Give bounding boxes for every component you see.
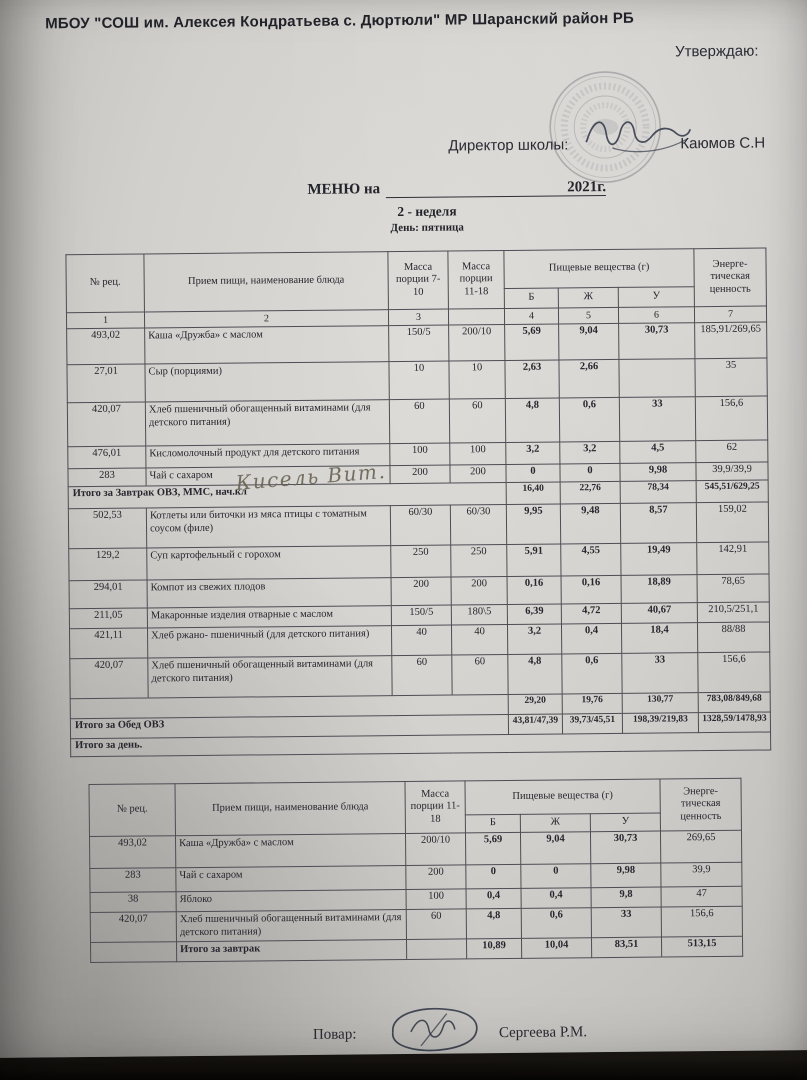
approve-label: Утверждаю: xyxy=(674,42,759,61)
total-label-cell: Итого за Завтрак ОВЗ, ММС, нач.кл xyxy=(68,483,506,509)
value-cell: 39,9 xyxy=(661,862,742,887)
total-value-cell: 19,76 xyxy=(562,693,622,714)
value-cell: 0 xyxy=(521,864,591,889)
col-header-protein: Б xyxy=(465,814,520,833)
total-value-cell: 198,39/219,83 xyxy=(622,713,698,734)
col-header-rec: № рец. xyxy=(66,254,145,313)
value-cell: 283 xyxy=(68,468,146,487)
col-header-meal: Прием пищи, наименование блюда xyxy=(144,252,389,312)
column-number: 4 xyxy=(504,308,558,325)
value-cell: 4,5 xyxy=(620,441,696,464)
value-cell: 47 xyxy=(661,886,742,907)
value-cell: 0,6 xyxy=(521,908,591,939)
value-cell xyxy=(406,939,466,960)
value-cell: 4,72 xyxy=(561,603,621,624)
value-cell: 18,89 xyxy=(621,575,697,604)
col-header-carbs: У xyxy=(618,287,694,308)
value-cell: 33 xyxy=(622,653,698,694)
value-cell: 3,2 xyxy=(560,441,620,464)
value-cell: 5,69 xyxy=(505,324,559,361)
value-cell: 0,6 xyxy=(562,653,622,694)
total-value-cell: 43,81/47,39 xyxy=(508,714,562,735)
total-value-cell: 22,76 xyxy=(560,481,620,504)
director-name: Каюмов С.Н xyxy=(680,134,766,153)
value-cell: 30,73 xyxy=(590,831,660,864)
value-cell: 4,8 xyxy=(508,654,562,695)
value-cell: 180\5 xyxy=(451,605,507,626)
value-cell: 294,01 xyxy=(69,580,147,609)
value-cell: 129,2 xyxy=(69,548,147,581)
handwritten-note: Кисель Вит. xyxy=(234,458,388,495)
value-cell: 200/10 xyxy=(405,833,465,866)
value-cell: 0 xyxy=(466,864,521,889)
value-cell: 10 xyxy=(449,361,505,400)
value-cell: 88/88 xyxy=(698,622,770,653)
value-cell: 269,65 xyxy=(661,830,742,863)
value-cell: 0 xyxy=(506,464,560,483)
dish-name-cell: Макаронные изделия отварные с маслом xyxy=(147,606,391,628)
value-cell: 9,98 xyxy=(620,463,696,482)
value-cell: 40 xyxy=(391,625,451,656)
value-cell: 4,55 xyxy=(561,543,621,576)
col-header-nutrients: Пищевые вещества (г) xyxy=(504,249,694,289)
cook-name: Сергеева Р.М. xyxy=(498,1024,588,1042)
school-header: МБОУ "СОШ им. Алексея Кондратьева с. Дюртюли" МР Шаранский район РБ xyxy=(45,9,635,33)
menu-row xyxy=(70,652,770,699)
table-body xyxy=(89,830,742,962)
menu-row xyxy=(68,502,768,549)
value-cell: 4,8 xyxy=(505,398,559,443)
week-label: 2 - неделя xyxy=(397,203,457,220)
value-cell: 420,07 xyxy=(90,912,176,943)
value-cell: 60 xyxy=(406,909,466,940)
value-cell: 5,91 xyxy=(507,544,561,577)
value-cell: 211,05 xyxy=(69,608,147,629)
value-cell: 502,53 xyxy=(68,508,146,549)
value-cell: 9,04 xyxy=(559,323,619,360)
director-signature xyxy=(582,107,694,160)
value-cell: 200 xyxy=(451,577,507,606)
menu-row xyxy=(67,396,767,447)
dish-name-cell: Суп картофельный с горохом xyxy=(147,546,391,580)
col-header-carbs: У xyxy=(590,813,660,832)
value-cell: 100 xyxy=(406,889,466,910)
dish-name-cell: Каша «Дружба» с маслом xyxy=(175,833,405,867)
column-number: 7 xyxy=(694,306,766,323)
dish-name-cell: Котлеты или биточки из мяса птицы с томатным соусом (филе) xyxy=(146,506,390,548)
value-cell: 3,2 xyxy=(506,442,560,465)
column-number: 5 xyxy=(558,307,618,324)
value-cell: 0,4 xyxy=(521,888,591,909)
value-cell: 30,73 xyxy=(619,323,695,360)
value-cell: 8,57 xyxy=(620,503,696,544)
value-cell: 33 xyxy=(619,397,695,442)
value-cell: 4,8 xyxy=(466,908,521,939)
total-value-cell: 130,77 xyxy=(622,693,698,714)
value-cell: 38 xyxy=(90,892,176,913)
value-cell: 250 xyxy=(451,545,507,578)
value-cell: 10,89 xyxy=(466,938,521,959)
value-cell xyxy=(91,942,177,963)
dish-name-cell: Чай с сахаром xyxy=(176,865,406,891)
menu-table-secondary xyxy=(88,778,743,963)
col-header-rec: № рец. xyxy=(89,784,175,837)
total-value-cell: 29,20 xyxy=(508,694,562,715)
total-value-cell: 39,73/45,51 xyxy=(562,713,622,734)
value-cell: 513,15 xyxy=(662,936,743,957)
value-cell: 0 xyxy=(560,463,620,482)
total-value-cell: 78,34 xyxy=(620,481,696,504)
value-cell: 3,2 xyxy=(507,624,561,655)
value-cell: 9,8 xyxy=(591,887,661,908)
value-cell: 60 xyxy=(449,399,505,444)
value-cell: 420,07 xyxy=(67,402,145,447)
col-header-fat: Ж xyxy=(558,287,618,308)
dish-name-cell: Сыр (порциями) xyxy=(145,362,389,402)
director-label: Директор школы: xyxy=(448,136,569,155)
value-cell: 60 xyxy=(452,655,508,696)
value-cell: 0,16 xyxy=(561,575,621,604)
value-cell: 493,02 xyxy=(89,836,175,869)
value-cell: 200 xyxy=(406,865,466,890)
value-cell: 27,01 xyxy=(67,364,145,403)
dish-name-cell: Компот из свежих плодов xyxy=(147,578,391,608)
value-cell: 40,67 xyxy=(621,603,697,624)
dish-name-cell: Хлеб ржано- пшеничный (для детского питания) xyxy=(147,626,391,658)
value-cell: 33 xyxy=(591,907,661,938)
total-label-cell: Итого за Обед ОВЗ xyxy=(70,715,508,739)
menu-year: 2021г. xyxy=(567,179,607,196)
value-cell: 18,4 xyxy=(621,623,697,654)
value-cell: 156,6 xyxy=(698,652,770,693)
value-cell: 493,02 xyxy=(67,328,145,365)
value-cell: 200 xyxy=(450,465,506,484)
dish-name-cell: Яблоко xyxy=(176,889,406,911)
menu-title-prefix: МЕНЮ на xyxy=(307,181,381,198)
value-cell: 35 xyxy=(695,358,767,397)
value-cell: 60 xyxy=(392,655,452,696)
value-cell: 142,91 xyxy=(697,542,769,575)
col-header-protein: Б xyxy=(504,288,558,309)
table-header xyxy=(66,248,767,329)
menu-table-main xyxy=(65,248,771,758)
dish-name-cell: Итого за завтрак xyxy=(177,939,407,961)
col-header-meal: Прием пищи, наименование блюда xyxy=(175,781,405,835)
value-cell: 10,04 xyxy=(521,938,591,959)
value-cell: 200 xyxy=(390,465,450,484)
col-header-mass-7-10: Масса порции 7-10 xyxy=(388,251,449,310)
value-cell: 62 xyxy=(696,440,768,463)
total-value-cell: 545,51/629,25 xyxy=(696,480,768,503)
value-cell: 9,48 xyxy=(560,503,620,544)
value-cell: 0,4 xyxy=(561,623,621,654)
value-cell: 39,9/39,9 xyxy=(696,462,768,481)
value-cell: 0,6 xyxy=(559,397,619,442)
col-header-nutrients: Пищевые вещества (г) xyxy=(465,779,660,815)
menu-date-line xyxy=(386,180,606,198)
value-cell: 9,04 xyxy=(520,832,590,865)
menu-row xyxy=(67,358,767,403)
day-label: День: пятница xyxy=(390,221,464,235)
col-header-mass-11-18: Масса порции 11-18 xyxy=(448,251,505,310)
value-cell: 60/30 xyxy=(390,505,450,546)
cook-label: Повар: xyxy=(312,1026,357,1043)
value-cell: 210,5/251,1 xyxy=(697,602,769,623)
value-cell: 283 xyxy=(90,868,176,893)
value-cell: 6,39 xyxy=(507,604,561,625)
value-cell: 2,66 xyxy=(559,359,619,398)
value-cell: 2,63 xyxy=(505,360,559,399)
value-cell: 60 xyxy=(389,399,449,444)
dish-name-cell: Каша «Дружба» с маслом xyxy=(145,326,389,364)
column-number: 1 xyxy=(66,312,144,329)
value-cell: 19,49 xyxy=(621,543,697,576)
value-cell: 156,6 xyxy=(695,396,767,441)
value-cell: 78,65 xyxy=(697,574,769,603)
column-number: 3 xyxy=(388,309,448,326)
column-number: 2 xyxy=(144,310,388,328)
dish-name-cell: Кисломолочный продукт для детского питания xyxy=(146,444,390,468)
value-cell: 40 xyxy=(451,625,507,656)
column-number: 6 xyxy=(618,307,694,324)
value-cell: 9,98 xyxy=(591,863,661,888)
dish-name-cell: Хлеб пшеничный обогащенный витаминами (для детского питания) xyxy=(145,400,389,446)
cook-signature xyxy=(377,1001,490,1056)
dish-name-cell: Чай с сахаром xyxy=(146,466,390,486)
col-header-fat: Ж xyxy=(520,814,590,833)
value-cell: 185,91/269,65 xyxy=(695,322,767,359)
table-header xyxy=(89,778,742,836)
value-cell: 200/10 xyxy=(449,325,505,362)
value-cell: 156,6 xyxy=(661,906,742,937)
menu-title xyxy=(237,178,677,199)
value-cell: 60/30 xyxy=(450,505,506,546)
col-header-mass-11-18: Масса порции 11-18 xyxy=(405,781,465,834)
value-cell: 0,16 xyxy=(507,576,561,605)
value-cell: 159,02 xyxy=(696,502,768,543)
table-body xyxy=(67,322,771,757)
value-cell: 5,69 xyxy=(465,832,520,865)
value-cell xyxy=(619,359,695,398)
dish-name-cell: Хлеб пшеничный обогащенный витаминами (для детского питания) xyxy=(148,656,392,698)
value-cell: 420,07 xyxy=(70,658,148,699)
total-value-cell: 1328,59/1478,93 xyxy=(698,712,770,733)
value-cell: 150/5 xyxy=(391,605,451,626)
value-cell: 100 xyxy=(390,443,450,466)
col-header-energy: Энерге-тическая ценность xyxy=(660,778,741,831)
value-cell: 10 xyxy=(389,361,449,400)
value-cell: 200 xyxy=(391,577,451,606)
total-value-cell: 783,08/849,68 xyxy=(698,692,770,713)
value-cell: 9,95 xyxy=(506,504,560,545)
value-cell: 250 xyxy=(391,545,451,578)
value-cell: 83,51 xyxy=(591,937,661,958)
value-cell: 150/5 xyxy=(389,325,449,362)
value-cell: 421,11 xyxy=(69,628,147,659)
column-number xyxy=(448,309,504,326)
value-cell: 100 xyxy=(450,443,506,466)
value-cell: 0,4 xyxy=(466,888,521,909)
col-header-energy: Энерге-тическая ценность xyxy=(694,248,767,307)
value-cell: 476,01 xyxy=(68,446,146,469)
total-value-cell: 16,40 xyxy=(506,482,560,505)
total-label-cell: Итого за день. xyxy=(71,732,771,757)
dish-name-cell: Хлеб пшеничный обогащенный витаминами (для детского питания) xyxy=(176,909,406,941)
